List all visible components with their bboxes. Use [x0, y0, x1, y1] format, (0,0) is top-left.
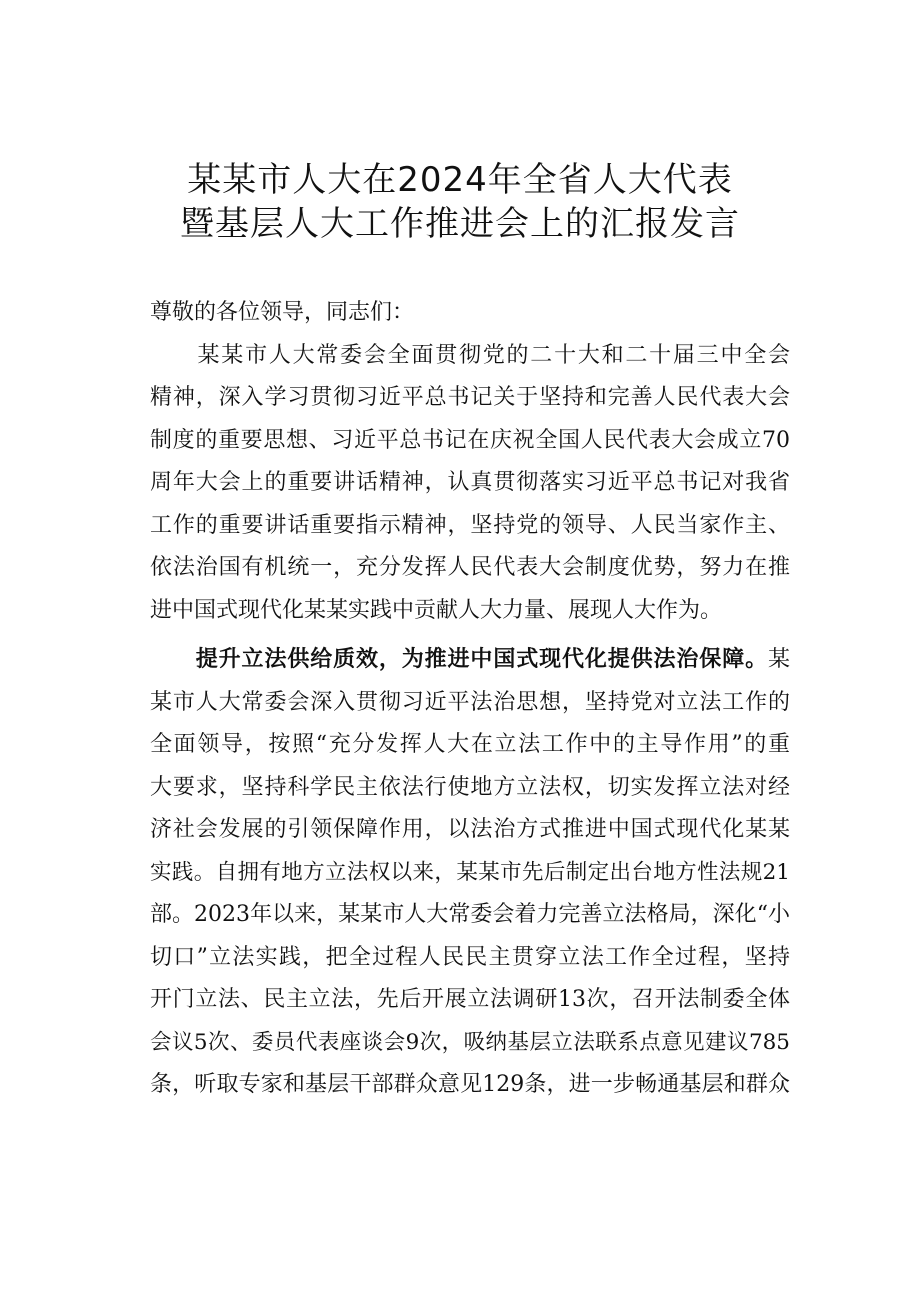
paragraph1-line: 精神，深入学习贯彻习近平总书记关于坚持和完善人民代表大会 — [150, 385, 790, 410]
paragraph2-line: 部。2023年以来，某某市人大常委会着力完善立法格局，深化“小 — [150, 902, 790, 927]
paragraph2-heading: 提升立法供给质效，为推进中国式现代化提供法治保障。 — [150, 647, 768, 672]
paragraph2-line: 条，听取专家和基层干部群众意见129条，进一步畅通基层和群众 — [150, 1072, 790, 1097]
document-title-line-1: 某某市人大在2024年全省人大代表 — [187, 160, 733, 200]
paragraph1-line: 制度的重要思想、习近平总书记在庆祝全国人民代表大会成立70 — [150, 428, 790, 453]
paragraph2-line: 会议5次、委员代表座谈会9次，吸纳基层立法联系点意见建议785 — [150, 1030, 790, 1055]
paragraph2-first-tail: 某 — [767, 647, 790, 672]
paragraph2-line: 实践。自拥有地方立法权以来，某某市先后制定出台地方性法规21 — [150, 860, 790, 885]
paragraph2-first-line — [150, 645, 790, 675]
paragraph1-line: 周年大会上的重要讲话精神，认真贯彻落实习近平总书记对我省 — [150, 470, 790, 495]
paragraph1-line: 工作的重要讲话重要指示精神，坚持党的领导、人民当家作主、 — [150, 513, 790, 538]
paragraph1-line: 某某市人大常委会全面贯彻党的二十大和二十届三中全会 — [150, 343, 790, 368]
paragraph1-line: 进中国式现代化某某实践中贡献人大力量、展现人大作为。 — [150, 598, 723, 623]
paragraph1-line: 依法治国有机统一，充分发挥人民代表大会制度优势，努力在推 — [150, 555, 790, 580]
paragraph2-line: 大要求，坚持科学民主依法行使地方立法权，切实发挥立法对经 — [150, 775, 790, 800]
paragraph2-line: 切口”立法实践，把全过程人民民主贯穿立法工作全过程，坚持 — [150, 945, 790, 970]
paragraph2-line: 开门立法、民主立法，先后开展立法调研13次，召开法制委全体 — [150, 987, 790, 1012]
document-title-line-2: 暨基层人大工作推进会上的汇报发言 — [180, 204, 740, 244]
paragraph2-line: 某市人大常委会深入贯彻习近平法治思想，坚持党对立法工作的 — [150, 690, 790, 715]
salutation: 尊敬的各位领导，同志们： — [150, 300, 415, 325]
paragraph2-line: 济社会发展的引领保障作用，以法治方式推进中国式现代化某某 — [150, 817, 790, 842]
paragraph2-line: 全面领导，按照“充分发挥人大在立法工作中的主导作用”的重 — [150, 732, 790, 757]
